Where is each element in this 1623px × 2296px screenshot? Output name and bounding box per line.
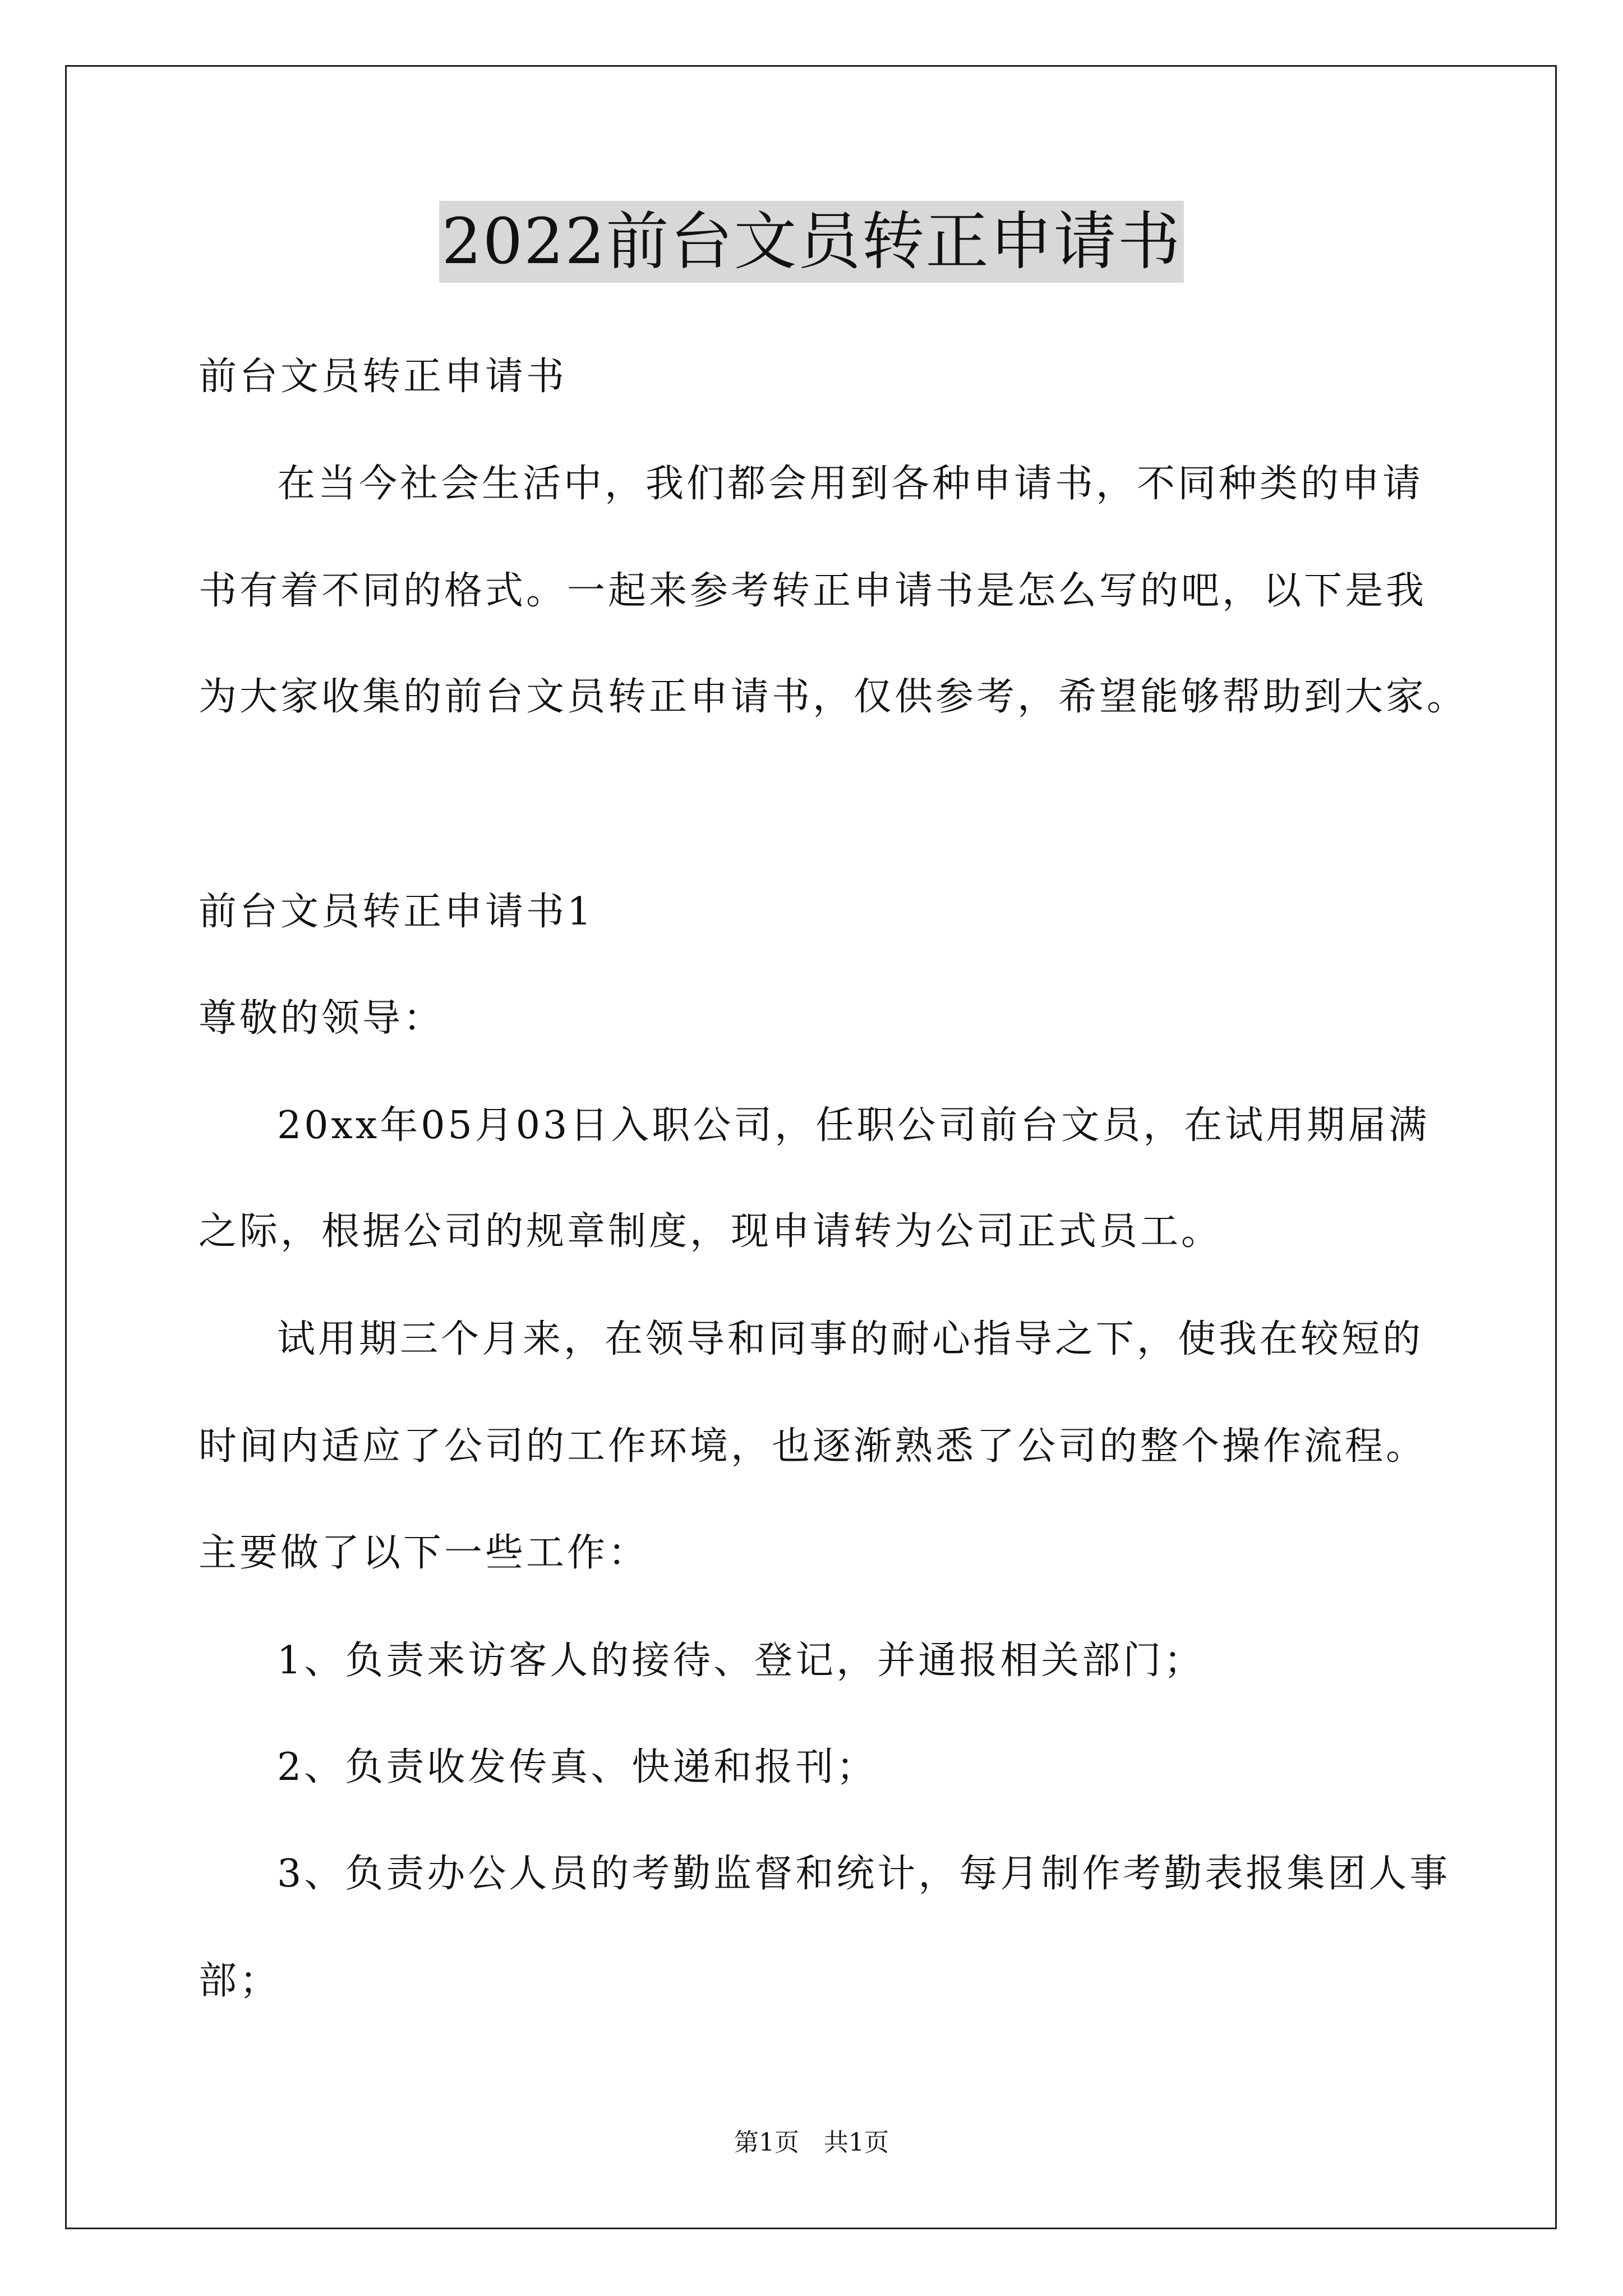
list-item: 1、负责来访客人的接待、登记，并通报相关部门； (277, 1639, 1205, 1683)
list-item: 3、负责办公人员的考勤监督和统计，每月制作考勤表报集团人事 (277, 1852, 1451, 1896)
list-item: 2、负责收发传真、快递和报刊； (277, 1745, 878, 1789)
body-line: 试用期三个月来，在领导和同事的耐心指导之下，使我在较短的 (277, 1317, 1424, 1361)
section-heading: 前台文员转正申请书1 (199, 890, 594, 934)
document-title: 2022前台文员转正申请书 (439, 201, 1183, 283)
body-line: 书有着不同的格式。一起来参考转正申请书是怎么写的吧，以下是我 (199, 569, 1427, 613)
body-line: 时间内适应了公司的工作环境，也逐渐熟悉了公司的整个操作流程。 (199, 1424, 1427, 1469)
body-line: 在当今社会生活中，我们都会用到各种申请书，不同种类的申请 (277, 462, 1424, 506)
salutation: 尊敬的领导： (199, 996, 445, 1041)
body-line: 20xx年05月03日入职公司，任职公司前台文员，在试用期届满 (277, 1103, 1430, 1148)
body-line: 之际，根据公司的规章制度，现申请转为公司正式员工。 (199, 1209, 1223, 1254)
subtitle-line: 前台文员转正申请书 (199, 355, 568, 399)
title-block (0, 201, 1623, 283)
page-footer: 第1页 共1页 (734, 2128, 889, 2157)
body-line: 主要做了以下一些工作： (199, 1531, 649, 1575)
list-item-continuation: 部； (199, 1959, 281, 2003)
body-line: 为大家收集的前台文员转正申请书，仅供参考，希望能够帮助到大家。 (199, 675, 1468, 719)
